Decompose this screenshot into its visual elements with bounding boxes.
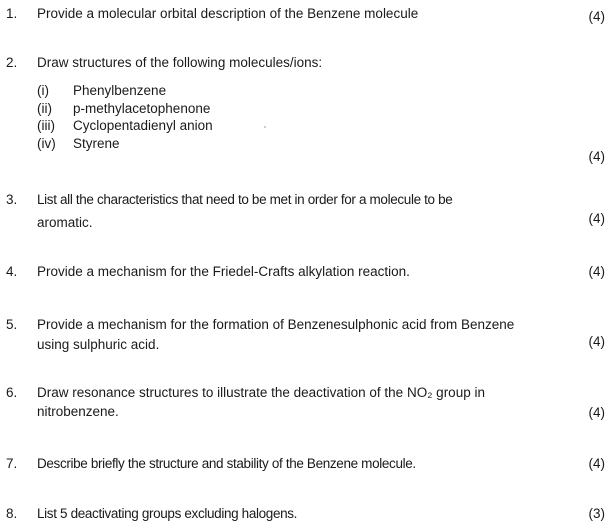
- sub-item-label: (iii): [37, 118, 55, 133]
- sub-item-text: Styrene: [73, 135, 120, 151]
- scan-speck: [264, 126, 266, 128]
- question-text-line: Draw structures of the following molecules/ions:: [37, 55, 323, 70]
- question-number: 6.: [6, 385, 18, 400]
- question-text-line: nitrobenzene.: [37, 404, 119, 419]
- question-marks: (4): [588, 264, 605, 279]
- question-marks: (4): [588, 334, 605, 349]
- question-number: 3.: [6, 192, 18, 207]
- question-number: 8.: [6, 506, 18, 521]
- question-8: [0, 505, 612, 525]
- question-1: [0, 5, 612, 25]
- question-2: [0, 54, 612, 164]
- question-text: [37, 505, 585, 522]
- question-marks: (4): [588, 9, 605, 24]
- question-5: [0, 316, 612, 354]
- question-text-line: Provide a mechanism for the Friedel-Crafts alkylation reaction.: [37, 264, 410, 279]
- question-text-line: List 5 deactivating groups excluding halogens.: [37, 506, 298, 521]
- question-marks: (4): [588, 456, 605, 471]
- question-4: [0, 263, 612, 283]
- question-text-line: Provide a molecular orbital description of the Benzene molecule: [37, 6, 419, 21]
- sub-item-text: Phenylbenzene: [73, 83, 167, 98]
- question-text-line: List all the characteristics that need to be met in order for a molecule to be: [37, 192, 453, 207]
- question-number: 5.: [6, 317, 18, 332]
- question-text-line: Describe briefly the structure and stability of the Benzene molecule.: [37, 456, 416, 471]
- question-marks: (3): [588, 506, 605, 521]
- question-marks: (4): [588, 149, 605, 164]
- question-text: [37, 191, 585, 231]
- question-7: [0, 455, 612, 475]
- question-text-line: Provide a mechanism for the formation of Benzenesulphonic acid from Benzene: [37, 317, 515, 332]
- sub-item-label: (ii): [37, 100, 52, 116]
- sub-item-label: (iv): [37, 135, 56, 151]
- question-text: [37, 5, 585, 22]
- question-number: 1.: [6, 6, 18, 21]
- question-text-line: using sulphuric acid.: [37, 337, 160, 352]
- sub-item-label: (i): [37, 83, 49, 98]
- question-text-line: Draw resonance structures to illustrate the deactivation of the NO₂ group in: [37, 385, 485, 400]
- question-text: [37, 316, 585, 353]
- question-marks: (4): [588, 405, 605, 420]
- question-number: 4.: [6, 264, 18, 279]
- question-text: [37, 455, 585, 472]
- question-text: [37, 54, 585, 71]
- question-text: [37, 263, 585, 280]
- question-6: [0, 384, 612, 424]
- question-text-line: aromatic.: [37, 215, 93, 230]
- question-text: [37, 384, 585, 420]
- question-marks: (4): [588, 211, 605, 226]
- question-number: 2.: [6, 55, 18, 70]
- question-number: 7.: [6, 456, 18, 471]
- sub-item-text: p-methylacetophenone: [73, 100, 211, 116]
- question-3: [0, 191, 612, 235]
- sub-item-text: Cyclopentadienyl anion: [73, 118, 213, 133]
